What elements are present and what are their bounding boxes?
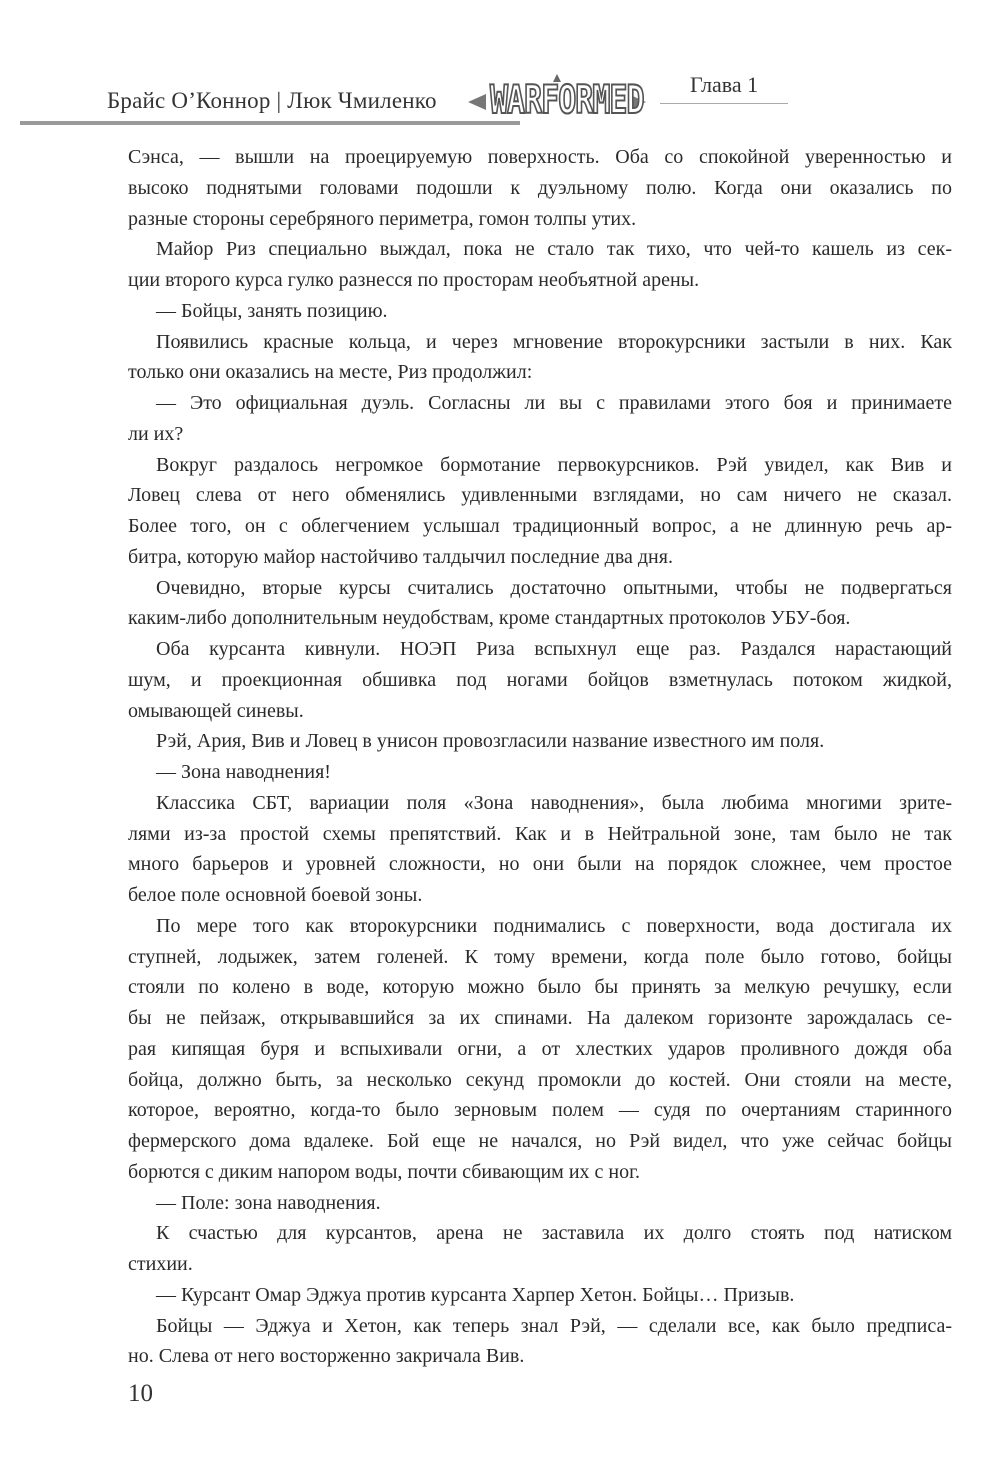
text-line: белое поле основной боевой зоны. — [128, 884, 423, 906]
text-line: — Бойцы, занять позицию. — [156, 299, 388, 322]
text-line: но. Слева от него восторженно закричала Вив. — [128, 1345, 525, 1368]
text-line: стихии. — [128, 1253, 193, 1275]
text-line: бы не пейзаж, открывавшийся за их спинами. На далеком горизонте зарождалась се- — [128, 1007, 952, 1029]
paragraph — [128, 757, 952, 788]
text-line: Более того, он с облегчением услышал традиционный вопрос, а не длинную речь ар- — [128, 515, 952, 537]
header-rule-right — [660, 103, 788, 104]
page-number: 10 — [128, 1380, 153, 1407]
paragraph — [128, 296, 952, 327]
text-line: разные стороны серебряного периметра, гомон толпы утих. — [128, 207, 637, 230]
text-line: каким-либо дополнительным неудобствам, кроме стандартных протоколов УБУ-боя. — [128, 607, 851, 630]
text-line: стояли по колено в воде, которую можно было бы принять за мелкую речушку, если — [128, 976, 952, 999]
text-line: только они оказались на месте, Риз продолжил: — [128, 361, 533, 384]
text-line: — Курсант Омар Эджуа против курсанта Харпер Хетон. Бойцы… Призыв. — [156, 1283, 795, 1306]
paragraph — [128, 911, 952, 1188]
paragraph — [128, 726, 952, 757]
text-line: фермерского дома вдалеке. Бой еще не начался, но Рэй видел, что уже сейчас бойцы — [128, 1130, 952, 1152]
paragraph — [128, 234, 952, 296]
text-line: бойца, должно быть, за несколько секунд промокли до костей. Они стояли на месте, — [128, 1068, 952, 1091]
chapter-label: Глава 1 — [690, 72, 759, 97]
warformed-logo — [468, 72, 646, 124]
text-line: ции второго курса гулко разнесся по просторам необъятной арены. — [128, 269, 700, 291]
text-line: ли их? — [128, 422, 184, 445]
paragraph — [128, 1218, 952, 1280]
paragraph — [128, 450, 952, 573]
text-line: Вокруг раздалось негромкое бормотание первокурсников. Рэй увидел, как Вив и — [156, 453, 952, 476]
text-line: Бойцы — Эджуа и Хетон, как теперь знал Рэй, — сделали все, как было предписа- — [156, 1314, 952, 1337]
paragraph — [128, 634, 952, 726]
text-line: много барьеров и уровней сложности, но они были на порядок сложнее, чем простое — [128, 853, 952, 876]
paragraph — [128, 388, 952, 450]
text-line: борются с диким напором воды, почти сбивающим их с ног. — [128, 1160, 641, 1183]
paragraph — [128, 142, 952, 234]
header-rule-left — [20, 121, 520, 125]
paragraph — [128, 327, 952, 389]
text-line: — Поле: зона наводнения. — [156, 1191, 381, 1214]
text-line: По мере того как второкурсники поднимались с поверхности, вода достигала их — [156, 914, 952, 937]
text-line: которое, вероятно, когда-то было зерновым полем — судя по очертаниям старинного — [128, 1099, 952, 1122]
text-line: Очевидно, вторые курсы считались достаточно опытными, чтобы не подвергаться — [156, 576, 952, 599]
text-line: К счастью для курсантов, арена не заставила их долго стоять под натиском — [156, 1222, 952, 1245]
paragraph — [128, 1280, 952, 1311]
text-line: Классика СБТ, вариации поля «Зона наводнения», была любима многими зрите- — [156, 791, 952, 814]
body-text — [128, 142, 952, 1372]
text-line: высоко поднятыми головами подошли к дуэльному полю. Когда они оказались по — [128, 176, 952, 199]
text-line: Сэнса, — вышли на проецируемую поверхность. Оба со спокойной уверенностью и — [128, 146, 952, 168]
paragraph — [128, 788, 952, 911]
text-line: лями из-за простой схемы препятствий. Как и в Нейтральной зоне, там было не так — [128, 822, 952, 845]
paragraph — [128, 573, 952, 635]
text-line: — Это официальная дуэль. Согласны ли вы с правилами этого боя и принимаете — [156, 392, 952, 414]
text-line: — Зона наводнения! — [156, 761, 331, 783]
text-line: рая кипящая буря и вспыхивали огни, а от хлестких ударов проливного дождя оба — [128, 1037, 952, 1060]
text-line: Ловец слева от него обменялись удивленными взглядами, но сам ничего не сказал. — [128, 484, 952, 507]
paragraph — [128, 1188, 952, 1219]
text-line: Рэй, Ария, Вив и Ловец в унисон провозгласили название известного им поля. — [156, 730, 825, 753]
paragraph — [128, 1311, 952, 1373]
text-line: Оба курсанта кивнули. НОЭП Риза вспыхнул еще раз. Раздался нарастающий — [156, 638, 952, 660]
text-line: Появились красные кольца, и через мгновение второкурсники застыли в них. Как — [156, 330, 952, 353]
text-line: битра, которую майор настойчиво талдычил последние два дня. — [128, 545, 673, 568]
text-line: ступней, лодыжек, затем голеней. К тому времени, когда поле было готово, бойцы — [128, 945, 952, 968]
text-line: омывающей синевы. — [128, 699, 304, 722]
text-line: шум, и проекционная обшивка под ногами бойцов взметнулась потоком жидкой, — [128, 668, 952, 691]
header-authors: Брайс О’Коннор | Люк Чмиленко — [107, 88, 437, 113]
logo-text: WARFORMED — [490, 78, 644, 124]
text-line: Майор Риз специально выждал, пока не стало так тихо, что чей-то кашель из сек- — [156, 238, 952, 261]
